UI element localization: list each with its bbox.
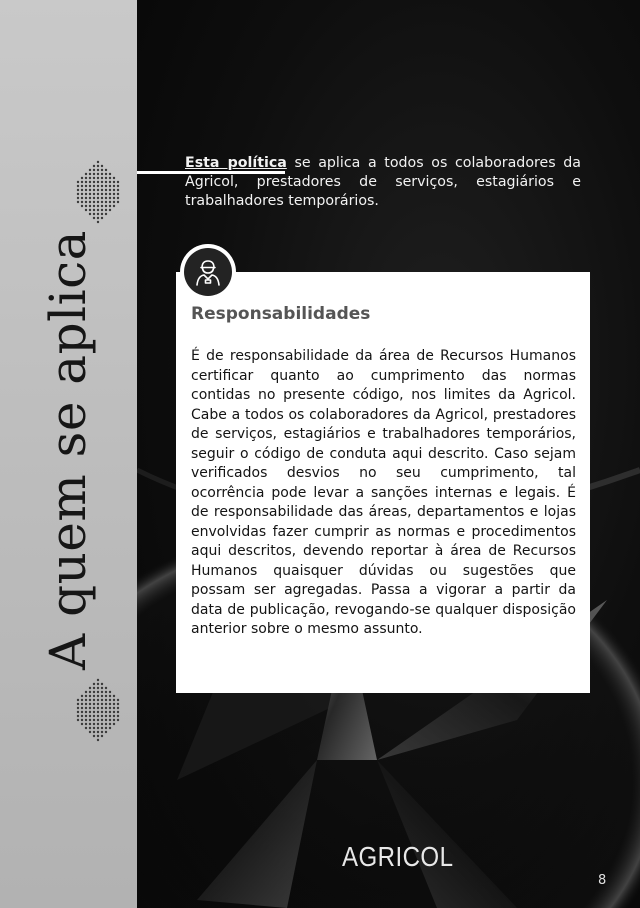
section-title: A quem se aplica bbox=[39, 230, 97, 670]
card-body-text: É de responsabilidade da área de Recursos Humanos certificar quanto ao cumprimento das normas contidas no presente código, nos limites da Agricol. Cabe a todos os colaboradores da Agricol, prestadores de serviços, estagiários e trabalhadores temporários, seguir o código de conduta aqui descrito. Caso sejam verificados desvios no seu cumprimento, tal ocorrência pode levar a sanções internas e legais. É de responsabilidade das áreas, departamentos e lojas envolvidas fazer cumprir as normas e procedimentos aqui descritos, devendo reportar à área de Recursos Humanos quaisquer dúvidas ou sugestões que possam ser agregadas. Passa a vigorar a partir da data de publicação, revogando-se qualquer disposição anterior sobre o mesmo assunto. bbox=[191, 348, 576, 637]
intro-paragraph bbox=[185, 154, 581, 211]
page-number: 8 bbox=[598, 873, 607, 888]
dot-pattern-bottom-icon bbox=[72, 676, 124, 748]
card-title: Responsabilidades bbox=[191, 304, 371, 324]
dot-pattern-top-icon bbox=[72, 158, 124, 230]
worker-icon bbox=[193, 257, 223, 287]
intro-text: se aplica a todos os colaboradores da Agricol, prestadores de serviços, estagiários e trabalhadores temporários. bbox=[185, 155, 581, 209]
card-badge bbox=[180, 244, 236, 300]
brand-logo: AGRICOL bbox=[342, 841, 454, 872]
intro-lead: Esta política bbox=[185, 155, 287, 171]
